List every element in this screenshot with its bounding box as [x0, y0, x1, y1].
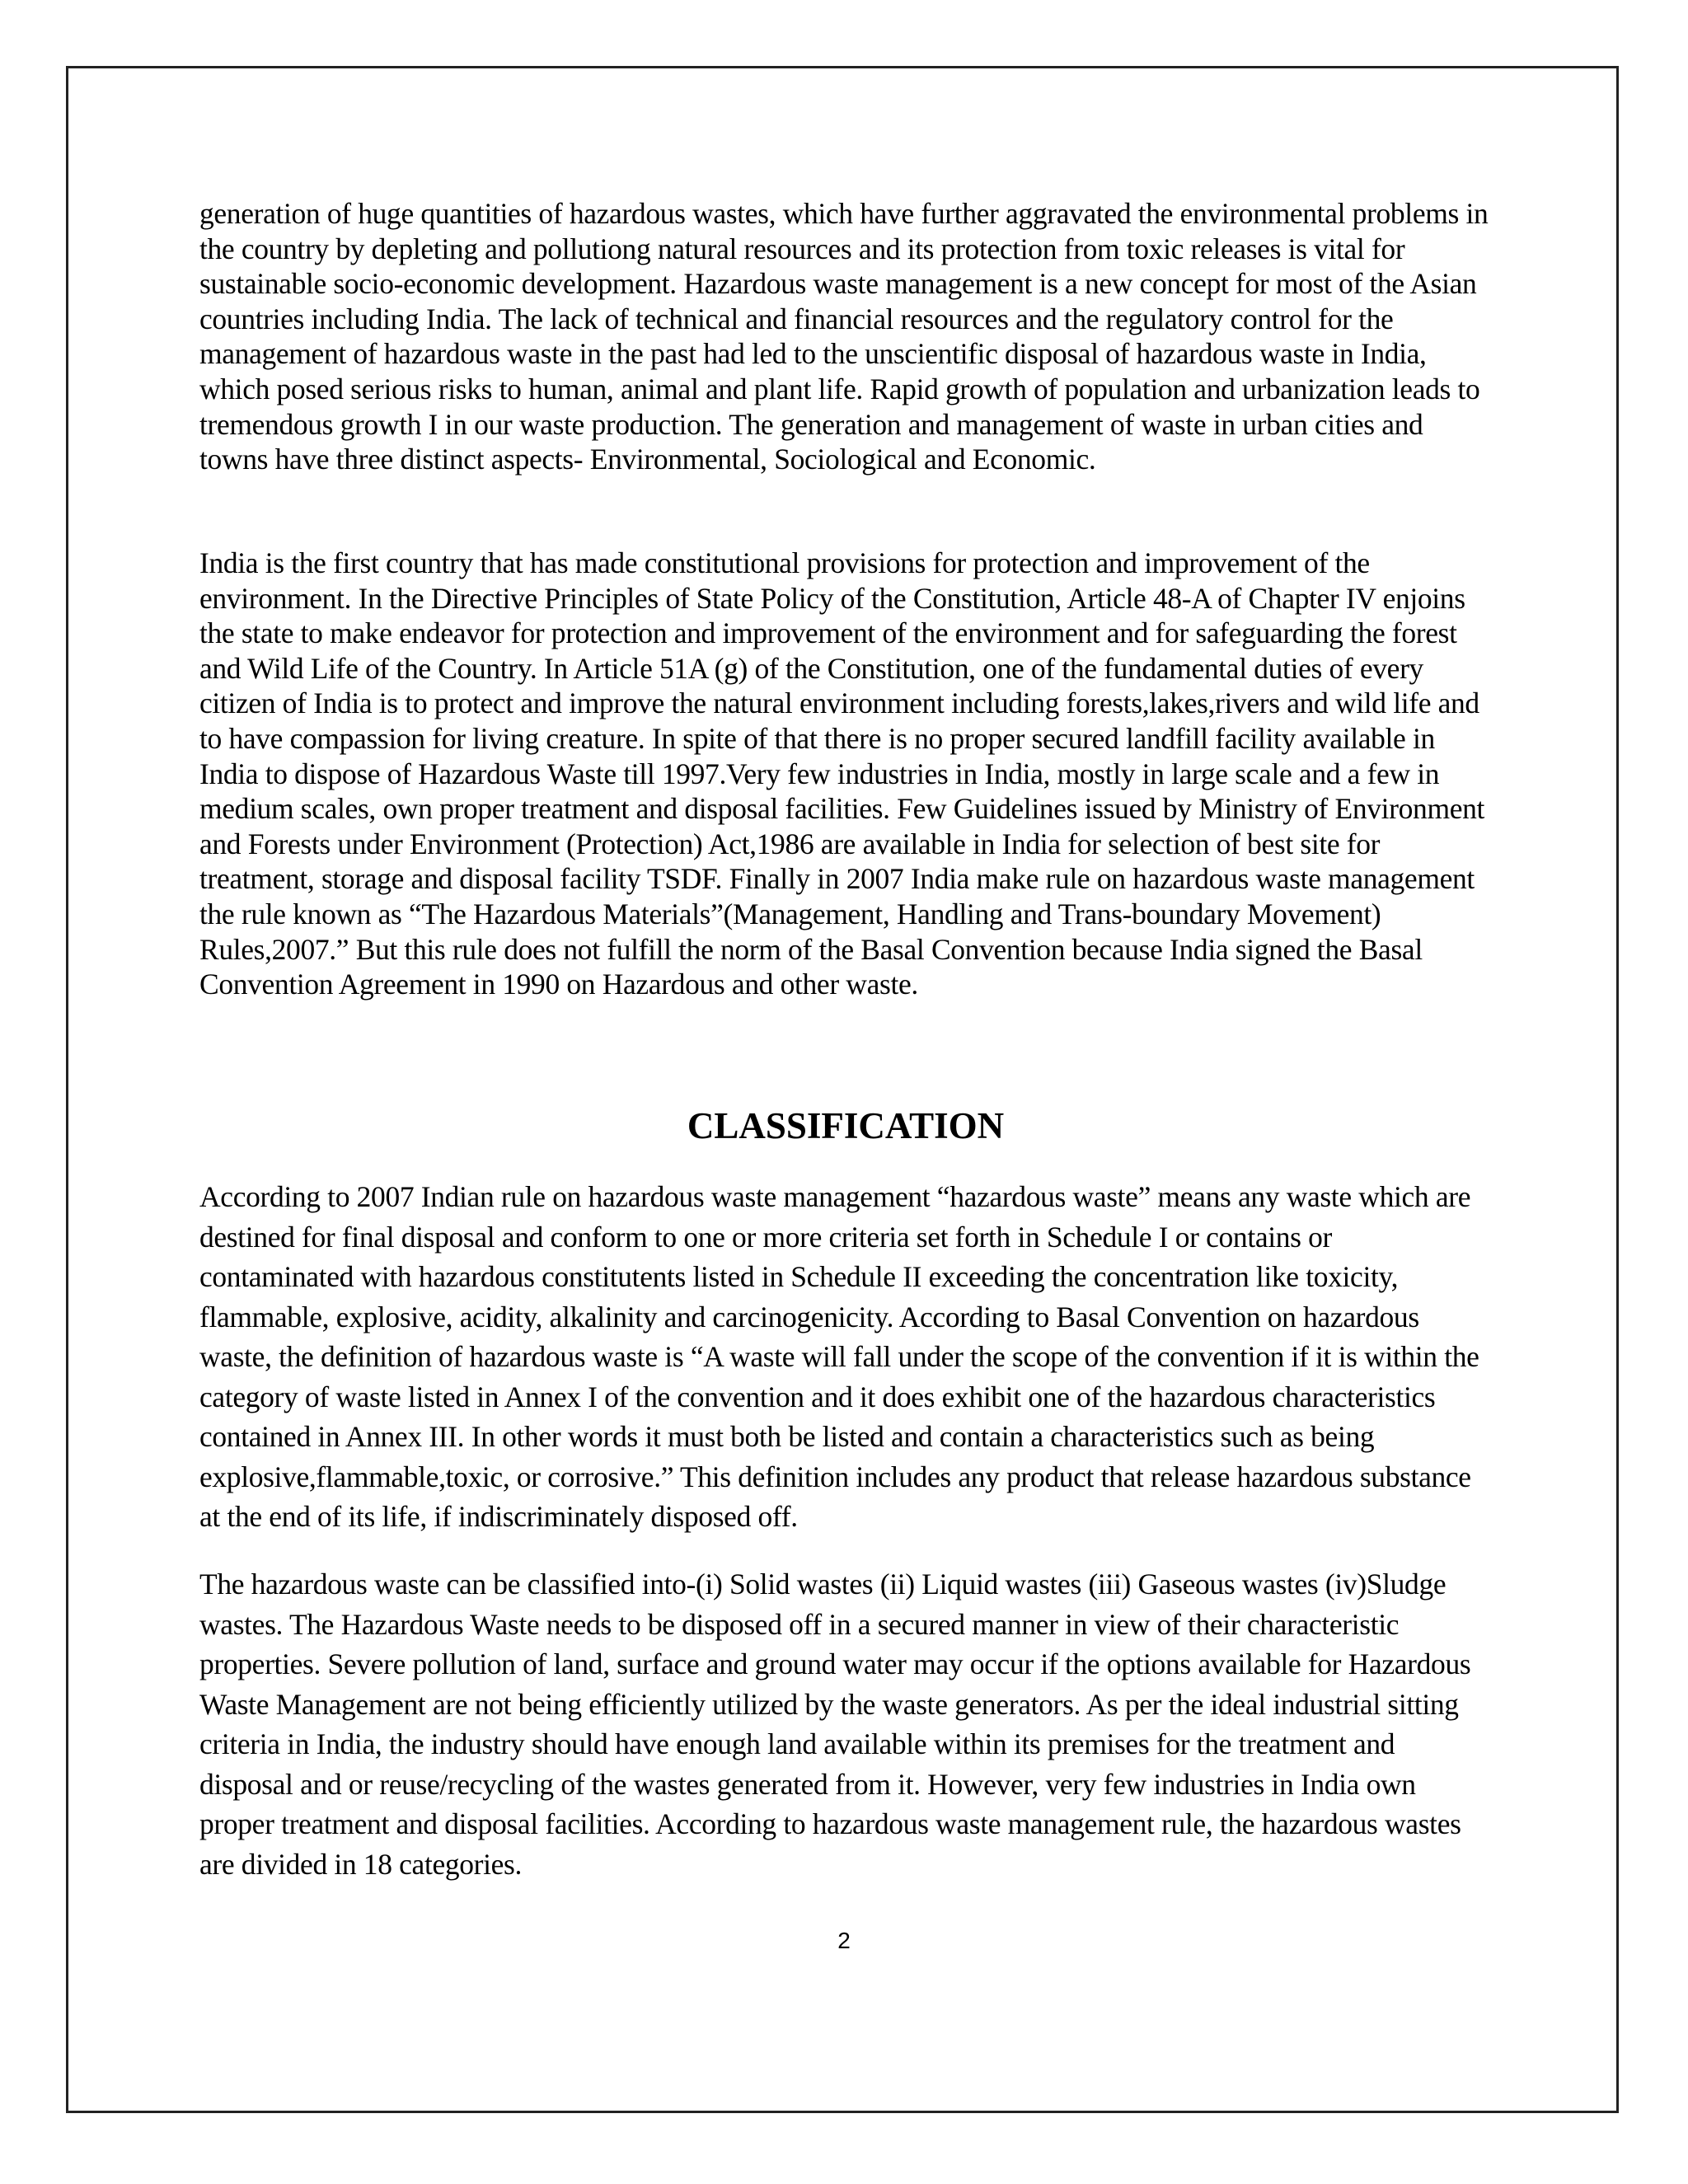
body-paragraph-hazardous-waste-definition: According to 2007 Indian rule on hazardous waste management “hazardous waste” means any waste which are destined for final disposal and conform to one or more criteria set forth in Schedule I or contains or contaminated with hazardous constitutents listed in Schedule II exceeding the concentration like toxicity, flammable, explosive, acidity, alkalinity and carcinogenicity. According to Basal Convention on hazardous waste, the definition of hazardous waste is “A waste will fall under the scope of the convention if it is within the category of waste listed in Annex I of the convention and it does exhibit one of the hazardous characteristics contained in Annex III. In other words it must both be listed and contain a characteristics such as being explosive,flammable,toxic, or corrosive.” This definition includes any product that release hazardous substance at the end of its life, if indiscriminately disposed off.	[199, 1180, 1479, 1533]
body-paragraph-constitutional-provisions: India is the first country that has made constitutional provisions for protection and improvement of the environment. In the Directive Principles of State Policy of the Constitution, Article 48-A of Chapter IV enjoins the state to make endeavor for protection and improvement of the environment and for safeguarding the forest and Wild Life of the Country. In Article 51A (g) of the Constitution, one of the fundamental duties of every citizen of India is to protect and improve the natural environment including forests,lakes,rivers and wild life and to have compassion for living creature. In spite of that there is no proper secured landfill facility available in India to dispose of Hazardous Waste till 1997.Very few industries in India, mostly in large scale and a few in medium scales, own proper treatment and disposal facilities. Few Guidelines issued by Ministry of Environment and Forests under Environment (Protection) Act,1986 are available in India for selection of best site for treatment, storage and disposal facility TSDF. Finally in 2007 India make rule on hazardous waste management the rule known as “The Hazardous Materials”(Management, Handling and Trans-boundary Movement) Rules,2007.” But this rule does not fulfill the norm of the Basal Convention because India signed the Basal Convention Agreement in 1990 on Hazardous and other waste.	[199, 546, 1485, 1001]
page-number: 2	[837, 1928, 851, 1953]
section-heading: CLASSIFICATION	[687, 1105, 1005, 1146]
body-paragraph-hazardous-waste-types: The hazardous waste can be classified into-(i) Solid wastes (ii) Liquid wastes (iii) Gaseous wastes (iv)Sludge wastes. The Hazardous Waste needs to be disposed off in a secured manner in view of their characteristic properties. Severe pollution of land, surface and ground water may occur if the options available for Hazardous Waste Management are not being efficiently utilized by the waste generators. As per the ideal industrial sitting criteria in India, the industry should have enough land available within its premises for the treatment and disposal and or reuse/recycling of the wastes generated from it. However, very few industries in India own proper treatment and disposal facilities. According to hazardous waste management rule, the hazardous wastes are divided in 18 categories.	[199, 1568, 1471, 1881]
body-paragraph-generation-of-hazardous-wastes: generation of huge quantities of hazardous wastes, which have further aggravated the environmental problems in the country by depleting and pollutiong natural resources and its protection from toxic releases is vital for sustainable socio-economic development. Hazardous waste management is a new concept for most of the Asian countries including India. The lack of technical and financial resources and the regulatory control for the management of hazardous waste in the past had led to the unscientific disposal of hazardous waste in India, which posed serious risks to human, animal and plant life. Rapid growth of population and urbanization leads to tremendous growth I in our waste production. The generation and management of waste in urban cities and towns have three distinct aspects- Environmental, Sociological and Economic.	[199, 197, 1489, 476]
